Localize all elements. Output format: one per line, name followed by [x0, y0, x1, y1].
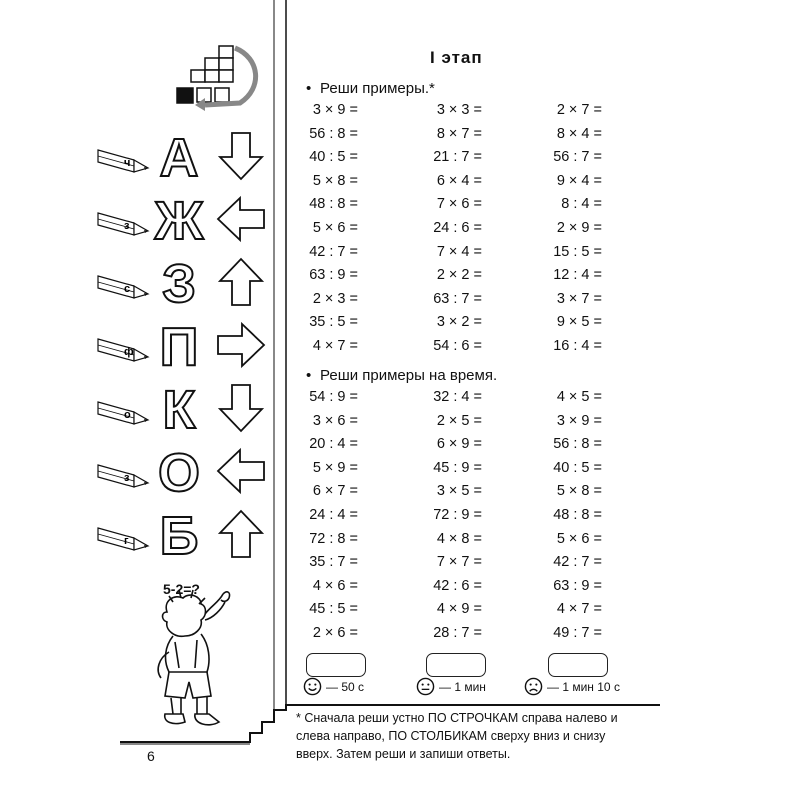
exercise-text: 8 × 4 = — [556, 125, 602, 142]
exercise-text: 56 : 7 = — [553, 149, 602, 166]
pencil-icon — [96, 209, 151, 239]
exercise-cell — [544, 531, 602, 547]
exercise-cell — [544, 102, 602, 118]
exercise-text: 2 × 9 = — [556, 219, 602, 236]
outlined-letter — [148, 380, 210, 436]
exercise-cell — [424, 507, 482, 523]
outlined-letter-text: З — [162, 254, 196, 310]
pencil-icon — [96, 272, 151, 302]
exercise-text: 28 : 7 = — [433, 624, 482, 641]
exercise-cell — [544, 436, 602, 452]
exercise-text: 42 : 7 = — [309, 243, 358, 260]
exercise-text: 3 × 6 = — [312, 412, 358, 429]
outlined-letter-text: А — [159, 128, 199, 184]
exercise-cell — [300, 554, 358, 570]
exercise-text: 32 : 4 = — [433, 389, 482, 405]
pencil-letter: ч — [124, 157, 131, 169]
pencil-letter: ф — [124, 346, 134, 358]
boy-illustration — [145, 572, 245, 732]
exercise-cell — [300, 267, 358, 283]
outlined-letter-text: О — [157, 443, 201, 499]
exercise-cell — [544, 460, 602, 476]
exercise-text: 20 : 4 = — [309, 436, 358, 453]
pencil-letter: г — [124, 535, 129, 547]
section2-title — [306, 367, 497, 384]
exercise-text: 5 × 8 = — [556, 483, 602, 500]
pencil-icon — [96, 335, 151, 365]
exercise-cell — [544, 196, 602, 212]
exercise-cell — [300, 601, 358, 617]
exercise-cell — [544, 507, 602, 523]
exercise-cell — [544, 173, 602, 189]
exercise-text: 72 : 9 = — [433, 506, 482, 523]
exercise-cell — [544, 338, 602, 354]
outlined-letter — [148, 128, 210, 184]
exercise-cell — [544, 244, 602, 260]
exercise-cell — [544, 601, 602, 617]
exercise-text: 16 : 4 = — [553, 337, 602, 354]
exercise-cell — [300, 196, 358, 212]
section2-title-text: Реши примеры на время. — [320, 367, 498, 384]
exercise-cell — [424, 483, 482, 499]
exercise-cell — [544, 267, 602, 283]
exercise-text: 4 × 8 = — [436, 530, 482, 547]
outlined-letter — [148, 254, 210, 310]
exercise-text: 72 : 8 = — [309, 530, 358, 547]
exercise-text: 4 × 6 = — [312, 577, 358, 594]
exercise-text: 5 × 6 = — [312, 219, 358, 236]
outlined-letter-text: П — [159, 317, 199, 373]
exercise-text: 24 : 4 = — [309, 506, 358, 523]
exercise-cell — [544, 389, 602, 405]
exercise-text: 12 : 4 = — [553, 267, 602, 284]
timing-label: — 50 с — [326, 679, 365, 694]
exercise-cell — [424, 267, 482, 283]
exercise-text: 56 : 8 = — [309, 125, 358, 142]
exercise-cell — [424, 578, 482, 594]
exercise-cell — [300, 244, 358, 260]
exercise-cell — [424, 149, 482, 165]
exercise-cell — [300, 173, 358, 189]
outlined-letter-text: Б — [159, 506, 199, 562]
outlined-letter-text: К — [162, 380, 196, 436]
exercise-text: 9 × 5 = — [556, 314, 602, 331]
exercise-text: 4 × 9 = — [436, 601, 482, 618]
exercise-cell — [300, 149, 358, 165]
exercise-cell — [424, 244, 482, 260]
exercise-cell — [424, 436, 482, 452]
exercise-text: 35 : 5 = — [309, 314, 358, 331]
pencil-letter: з — [124, 220, 130, 232]
exercise-text: 7 × 6 = — [436, 196, 482, 213]
section1-title-text: Реши примеры.* — [320, 80, 435, 97]
exercise-text: 54 : 6 = — [433, 337, 482, 354]
exercise-cell — [300, 578, 358, 594]
exercise-cell — [424, 625, 482, 641]
section1-title — [306, 80, 435, 97]
outlined-letter-text: Ж — [154, 191, 204, 247]
time-answer-box-3[interactable] — [548, 653, 608, 677]
exercise-cell — [424, 126, 482, 142]
exercise-cell — [544, 291, 602, 307]
sad-face-icon — [524, 677, 543, 696]
exercise-text: 7 × 7 = — [436, 554, 482, 571]
exercise-cell — [300, 126, 358, 142]
pencil-letter: о — [124, 409, 131, 421]
exercise-text: 7 × 4 = — [436, 243, 482, 260]
up-arrow-icon — [216, 257, 266, 307]
exercise-text: 48 : 8 = — [553, 506, 602, 523]
exercise-text: 15 : 5 = — [553, 243, 602, 260]
happy-face-icon — [303, 677, 322, 696]
exercise-text: 63 : 9 = — [309, 267, 358, 284]
exercise-text: 5 × 9 = — [312, 459, 358, 476]
down-arrow-icon — [216, 383, 266, 433]
exercise-cell — [544, 220, 602, 236]
right-arrow-icon — [216, 320, 266, 370]
exercise-cell — [424, 601, 482, 617]
pencil-letter: с — [124, 283, 131, 295]
exercise-text: 3 × 2 = — [436, 314, 482, 331]
exercise-cell — [424, 554, 482, 570]
pencil-icon — [96, 461, 151, 491]
exercise-text: 8 : 4 = — [561, 196, 602, 213]
exercise-text: 42 : 7 = — [553, 554, 602, 571]
exercise-text: 45 : 9 = — [433, 459, 482, 476]
exercise-cell — [424, 389, 482, 405]
exercise-cell — [300, 413, 358, 429]
exercise-cell — [424, 460, 482, 476]
exercise-text: 40 : 5 = — [309, 149, 358, 166]
outlined-letter — [148, 317, 210, 373]
timing-label: — 1 мин — [439, 679, 486, 694]
exercise-text: 2 × 7 = — [556, 102, 602, 118]
exercise-cell — [544, 483, 602, 499]
timing-50s — [303, 677, 364, 696]
exercise-cell — [544, 625, 602, 641]
footnote: * Сначала реши устно ПО СТРОЧКАМ справа налево и слева направо, ПО СТОЛБИКАМ сверху вниз и снизу вверх. Затем реши и запиши ответы. — [296, 711, 618, 761]
exercise-text: 45 : 5 = — [309, 601, 358, 618]
exercise-text: 3 × 5 = — [436, 483, 482, 500]
exercise-text: 49 : 7 = — [553, 624, 602, 641]
exercise-text: 5 × 6 = — [556, 530, 602, 547]
exercise-cell — [424, 102, 482, 118]
exercise-text: 21 : 7 = — [433, 149, 482, 166]
time-answer-box-1[interactable] — [306, 653, 366, 677]
stage-title: I этап — [430, 48, 483, 67]
exercise-text: 6 × 9 = — [436, 436, 482, 453]
exercise-text: 3 × 7 = — [556, 290, 602, 307]
exercise-cell — [300, 460, 358, 476]
up-arrow-icon — [216, 509, 266, 559]
logo-blocks-icon — [175, 43, 265, 118]
neutral-face-icon — [416, 677, 435, 696]
exercise-cell — [300, 389, 358, 405]
exercise-text: 9 × 4 = — [556, 172, 602, 189]
down-arrow-icon — [216, 131, 266, 181]
exercise-cell — [544, 126, 602, 142]
exercise-cell — [424, 291, 482, 307]
exercise-text: 6 × 7 = — [312, 483, 358, 500]
exercise-text: 48 : 8 = — [309, 196, 358, 213]
exercise-cell — [300, 102, 358, 118]
left-arrow-icon — [216, 194, 266, 244]
exercise-text: 3 × 9 = — [312, 102, 358, 118]
exercise-text: 2 × 3 = — [312, 290, 358, 307]
exercise-cell — [300, 338, 358, 354]
exercise-cell — [300, 314, 358, 330]
exercise-text: 2 × 6 = — [312, 624, 358, 641]
outlined-letter — [148, 191, 210, 247]
exercise-text: 8 × 7 = — [436, 125, 482, 142]
exercise-text: 2 × 5 = — [436, 412, 482, 429]
exercise-text: 63 : 7 = — [433, 290, 482, 307]
exercise-cell — [424, 220, 482, 236]
pencil-icon — [96, 146, 151, 176]
exercise-text: 42 : 6 = — [433, 577, 482, 594]
pencil-letter: з — [124, 472, 130, 484]
page-number: 6 — [147, 748, 155, 764]
outlined-letter — [148, 506, 210, 562]
exercise-cell — [300, 436, 358, 452]
exercise-cell — [300, 507, 358, 523]
exercise-text: 4 × 5 = — [556, 389, 602, 405]
exercise-text: 24 : 6 = — [433, 219, 482, 236]
exercise-text: 4 × 7 = — [556, 601, 602, 618]
exercise-cell — [300, 625, 358, 641]
exercise-cell — [424, 314, 482, 330]
bullet-icon: • — [306, 80, 312, 97]
outlined-letter — [148, 443, 210, 499]
exercise-cell — [300, 531, 358, 547]
exercise-text: 6 × 4 = — [436, 172, 482, 189]
exercise-cell — [300, 483, 358, 499]
boy-board-text: 5-2=? — [163, 581, 200, 597]
timing-1min10s — [524, 677, 620, 696]
exercise-text: 56 : 8 = — [553, 436, 602, 453]
pencil-icon — [96, 524, 151, 554]
exercise-cell — [300, 220, 358, 236]
exercise-cell — [424, 196, 482, 212]
exercise-text: 3 × 3 = — [436, 102, 482, 118]
exercise-cell — [544, 554, 602, 570]
pencil-icon — [96, 398, 151, 428]
exercise-text: 3 × 9 = — [556, 412, 602, 429]
exercise-cell — [544, 149, 602, 165]
exercise-cell — [544, 314, 602, 330]
exercise-text: 63 : 9 = — [553, 577, 602, 594]
exercise-cell — [300, 291, 358, 307]
exercise-text: 40 : 5 = — [553, 459, 602, 476]
exercise-cell — [424, 531, 482, 547]
exercise-cell — [424, 413, 482, 429]
exercise-cell — [424, 173, 482, 189]
exercise-cell — [544, 578, 602, 594]
timing-1min — [416, 677, 486, 696]
exercise-text: 35 : 7 = — [309, 554, 358, 571]
bullet-icon: • — [306, 367, 312, 384]
exercise-text: 2 × 2 = — [436, 267, 482, 284]
timing-label: — 1 мин 10 с — [547, 679, 620, 694]
exercise-cell — [424, 338, 482, 354]
exercise-cell — [544, 413, 602, 429]
exercise-text: 54 : 9 = — [309, 389, 358, 405]
exercise-text: 5 × 8 = — [312, 172, 358, 189]
time-answer-box-2[interactable] — [426, 653, 486, 677]
left-arrow-icon — [216, 446, 266, 496]
exercise-text: 4 × 7 = — [312, 337, 358, 354]
